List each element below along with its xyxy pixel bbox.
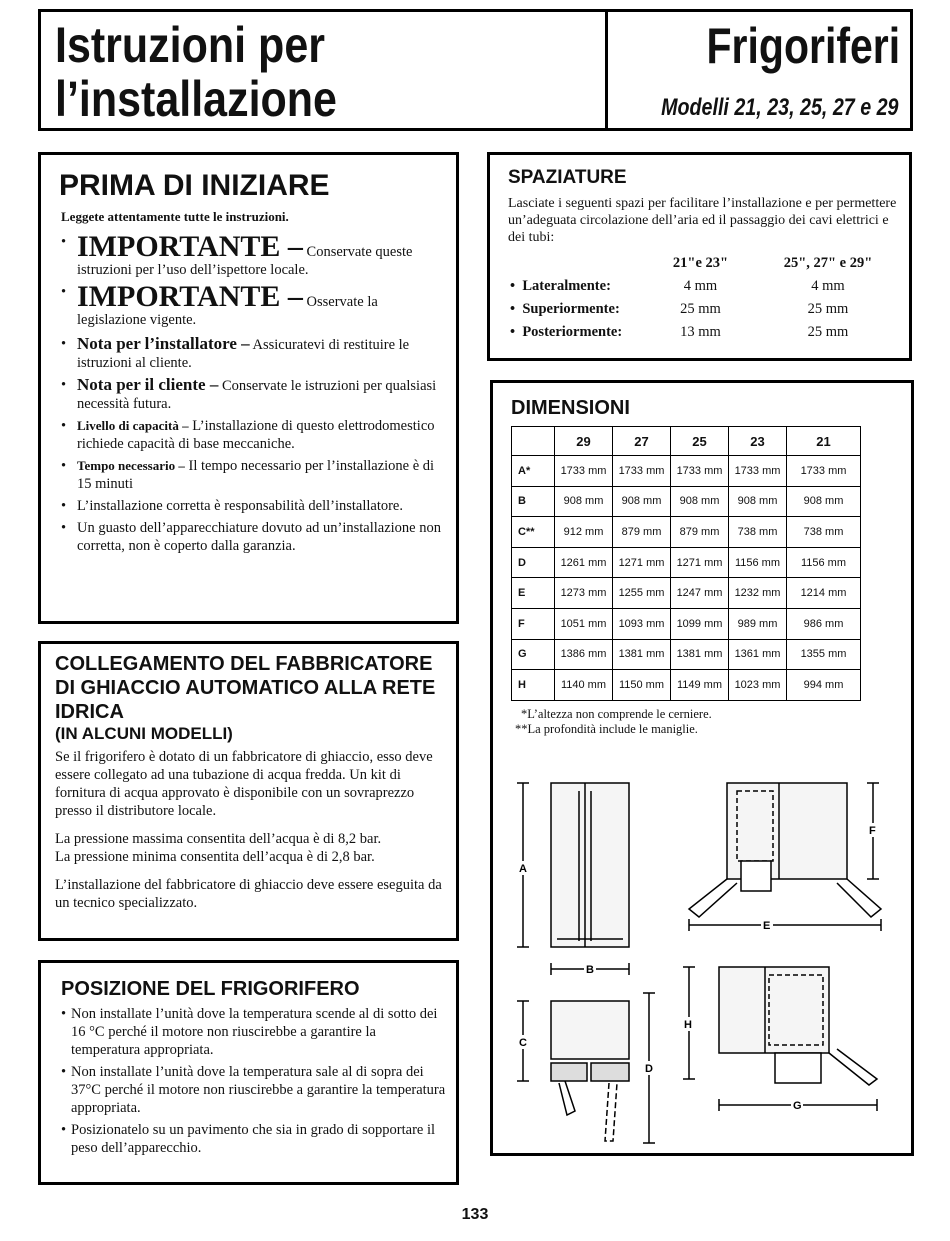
section-title: COLLEGAMENTO DEL FABBRICATORE DI GHIACCIO AUTOMATICO ALLA RETE IDRICA <box>55 653 436 723</box>
table-row <box>508 321 898 344</box>
list-item <box>59 417 449 453</box>
table-cell: 1261 mm <box>555 547 613 578</box>
table-cell: 1386 mm <box>555 639 613 670</box>
section-lead: Leggete attentamente tutte le instruzioni. <box>61 209 289 224</box>
label-c: C <box>519 1037 527 1049</box>
table-cell: 738 mm <box>787 517 861 548</box>
section-title: SPAZIATURE <box>508 167 627 188</box>
row-label: F <box>512 608 555 639</box>
table-cell: 908 mm <box>787 486 861 517</box>
table-cell: 1733 mm <box>787 456 861 487</box>
table-cell: 1214 mm <box>787 578 861 609</box>
table-cell: 1150 mm <box>613 670 671 701</box>
note-depth: **La profondità include le maniglie. <box>515 721 698 736</box>
title-line-1: Istruzioni per <box>55 17 325 73</box>
product-title: Frigoriferi <box>706 18 900 74</box>
table-cell: 908 mm <box>555 486 613 517</box>
list-item <box>59 376 449 413</box>
table-cell: 1273 mm <box>555 578 613 609</box>
column-header: 21"e 23" <box>672 255 729 271</box>
item-heading: Tempo necessario – <box>77 458 185 473</box>
item-text: Conservate queste istruzioni per l’uso dell’ispettore locale. <box>77 244 413 278</box>
row-label: • Lateralmente: <box>510 278 611 294</box>
list-item <box>59 519 449 555</box>
table-cell: 1140 mm <box>555 670 613 701</box>
column-header: 25", 27" e 29" <box>783 255 873 271</box>
section-title: POSIZIONE DEL FRIGORIFERO <box>61 978 360 1000</box>
item-text: Il tempo necessario per l’installazione è di 15 minuti <box>77 458 435 492</box>
table-cell: 1733 mm <box>613 456 671 487</box>
table-cell <box>512 427 555 456</box>
column-header: 23 <box>729 427 787 456</box>
paragraph: Se il frigorifero è dotato di un fabbricatore di ghiaccio, esso deve essere collegato ad una tubazione di acqua fredda. Un kit di fornitura di acqua approvato è disponibile con un sovraprezzo presso il distributore locale. <box>55 749 433 819</box>
list-item <box>59 497 449 515</box>
table-cell: 1355 mm <box>787 639 861 670</box>
table-cell: 879 mm <box>613 517 671 548</box>
table-cell: 1381 mm <box>613 639 671 670</box>
page-title <box>55 18 337 126</box>
table-row <box>512 486 861 517</box>
paragraph: Lasciate i seguenti spazi per facilitare l’installazione e per permettere un’adeguata circolazione dell’aria ed il passaggio dei cavi elettrici e dei tubi: <box>508 196 897 245</box>
row-label: • Posteriormente: <box>510 324 623 340</box>
header-title-box <box>38 9 608 131</box>
section-collegamento <box>38 641 459 941</box>
item-text: Conservate le istruzioni per qualsiasi necessità futura. <box>77 378 437 412</box>
item-heading: IMPORTANTE – <box>77 280 303 313</box>
title-line-2: l’installazione <box>55 71 337 127</box>
list-item <box>59 335 449 372</box>
column-header: 25 <box>671 427 729 456</box>
page-number: 133 <box>461 1206 489 1223</box>
table-cell <box>508 252 643 275</box>
item-heading: Nota per il cliente – <box>77 375 219 394</box>
section-title: DIMENSIONI <box>511 397 630 419</box>
table-row <box>512 547 861 578</box>
header-product-box <box>605 9 913 131</box>
table-cell: 994 mm <box>787 670 861 701</box>
table-cell: 1733 mm <box>671 456 729 487</box>
table-cell: 1381 mm <box>671 639 729 670</box>
list-item: • Non installate l’unità dove la temperatura sale al di sopra dei 37°C perché il motore non riuscirebbe a garantire la temperatura appropriata. <box>61 1063 446 1117</box>
row-label: E <box>512 578 555 609</box>
item-text: Assicuratevi di restituire le istruzioni al cliente. <box>77 337 410 371</box>
label-g: G <box>793 1100 802 1112</box>
dimension-notes <box>515 707 897 737</box>
models-subtitle: Modelli 21, 23, 25, 27 e 29 <box>660 94 898 121</box>
section-dimensioni <box>490 380 914 1156</box>
table-cell: 1271 mm <box>671 547 729 578</box>
table-row <box>512 670 861 701</box>
item-text: L’installazione corretta è responsabilità dell’installatore. <box>77 498 403 514</box>
item-text: Osservate la legislazione vigente. <box>77 294 378 328</box>
table-row <box>512 608 861 639</box>
section-posizione <box>38 960 459 1185</box>
table-cell: 908 mm <box>729 486 787 517</box>
row-label: • Superiormente: <box>510 301 620 317</box>
row-label: C** <box>512 517 555 548</box>
fridge-doors-open-illustration <box>689 783 881 917</box>
table-row <box>512 456 861 487</box>
item-text: Un guasto dell’apparecchiature dovuto ad un’installazione non corretta, non è coperto dalla garanzia. <box>77 520 441 554</box>
item-text: L’installazione di questo elettrodomestico richiede capacità di base meccaniche. <box>77 418 435 452</box>
table-cell: 1733 mm <box>729 456 787 487</box>
spacing-table <box>508 252 898 344</box>
table-cell: 989 mm <box>729 608 787 639</box>
item-heading: Livello di capacità – <box>77 418 189 433</box>
fridge-top-illustration <box>551 1001 629 1141</box>
label-f: F <box>869 825 876 837</box>
fridge-front-illustration <box>551 783 629 947</box>
table-cell: 25 mm <box>807 324 849 340</box>
table-cell: 738 mm <box>729 517 787 548</box>
table-row <box>508 275 898 298</box>
table-cell: 4 mm <box>811 278 845 294</box>
table-cell: 986 mm <box>787 608 861 639</box>
list-item: • Non installate l’unità dove la temperatura scende al di sotto dei 16 °C perché il motore non riuscirebbe a garantire la temperatura appropriata. <box>61 1005 446 1059</box>
posizione-list <box>61 1005 446 1157</box>
table-row <box>512 517 861 548</box>
column-header: 21 <box>787 427 861 456</box>
table-cell: 1255 mm <box>613 578 671 609</box>
table-cell: 1156 mm <box>787 547 861 578</box>
table-header-row <box>512 427 861 456</box>
table-cell: 1247 mm <box>671 578 729 609</box>
list-item <box>59 457 449 493</box>
section-title: PRIMA DI INIZIARE <box>59 169 330 202</box>
prima-list <box>59 230 449 555</box>
table-cell: 25 mm <box>807 301 849 317</box>
list-item <box>59 230 449 279</box>
row-label: H <box>512 670 555 701</box>
table-cell: 908 mm <box>671 486 729 517</box>
column-header: 29 <box>555 427 613 456</box>
table-cell: 912 mm <box>555 517 613 548</box>
section-subtitle: (IN ALCUNI MODELLI) <box>55 724 233 743</box>
table-cell: 1149 mm <box>671 670 729 701</box>
section-spaziature <box>487 152 912 361</box>
item-heading: Nota per l’installatore – <box>77 334 250 353</box>
label-a: A <box>519 863 527 875</box>
note-height: *L’altezza non comprende le cerniere. <box>521 706 712 721</box>
table-cell: 1051 mm <box>555 608 613 639</box>
list-item: • Posizionatelo su un pavimento che sia in grado di sopportare il peso dell’apparecchio. <box>61 1121 446 1157</box>
table-row <box>508 298 898 321</box>
label-e: E <box>763 920 771 932</box>
table-row <box>512 578 861 609</box>
table-cell: 13 mm <box>680 324 721 340</box>
table-cell: 1271 mm <box>613 547 671 578</box>
min-pressure-text: La pressione minima consentita dell’acqua è di 2,8 bar. <box>55 849 375 865</box>
max-pressure-text: La pressione massima consentita dell’acqua è di 8,2 bar. <box>55 831 382 847</box>
table-cell: 1232 mm <box>729 578 787 609</box>
dimension-diagrams <box>493 761 911 1151</box>
label-b: B <box>586 964 594 976</box>
list-item <box>59 280 449 329</box>
row-label: G <box>512 639 555 670</box>
row-label: A* <box>512 456 555 487</box>
table-header-row <box>508 252 898 275</box>
label-d: D <box>645 1063 653 1075</box>
paragraph: L’installazione del fabbricatore di ghiaccio deve essere eseguita da un tecnico specializzato. <box>55 877 442 911</box>
label-h: H <box>684 1019 692 1031</box>
fridge-side-open-illustration <box>719 967 877 1085</box>
table-cell: 1156 mm <box>729 547 787 578</box>
table-cell: 4 mm <box>683 278 718 294</box>
dimensions-table <box>511 426 861 701</box>
table-cell: 1099 mm <box>671 608 729 639</box>
paragraph <box>55 830 447 866</box>
row-label: B <box>512 486 555 517</box>
column-header: 27 <box>613 427 671 456</box>
section-prima-di-iniziare <box>38 152 459 624</box>
table-cell: 1093 mm <box>613 608 671 639</box>
table-cell: 908 mm <box>613 486 671 517</box>
table-cell: 1733 mm <box>555 456 613 487</box>
row-label: D <box>512 547 555 578</box>
table-cell: 879 mm <box>671 517 729 548</box>
table-row <box>512 639 861 670</box>
table-cell: 25 mm <box>680 301 721 317</box>
table-cell: 1023 mm <box>729 670 787 701</box>
table-cell: 1361 mm <box>729 639 787 670</box>
item-heading: IMPORTANTE – <box>77 230 303 263</box>
